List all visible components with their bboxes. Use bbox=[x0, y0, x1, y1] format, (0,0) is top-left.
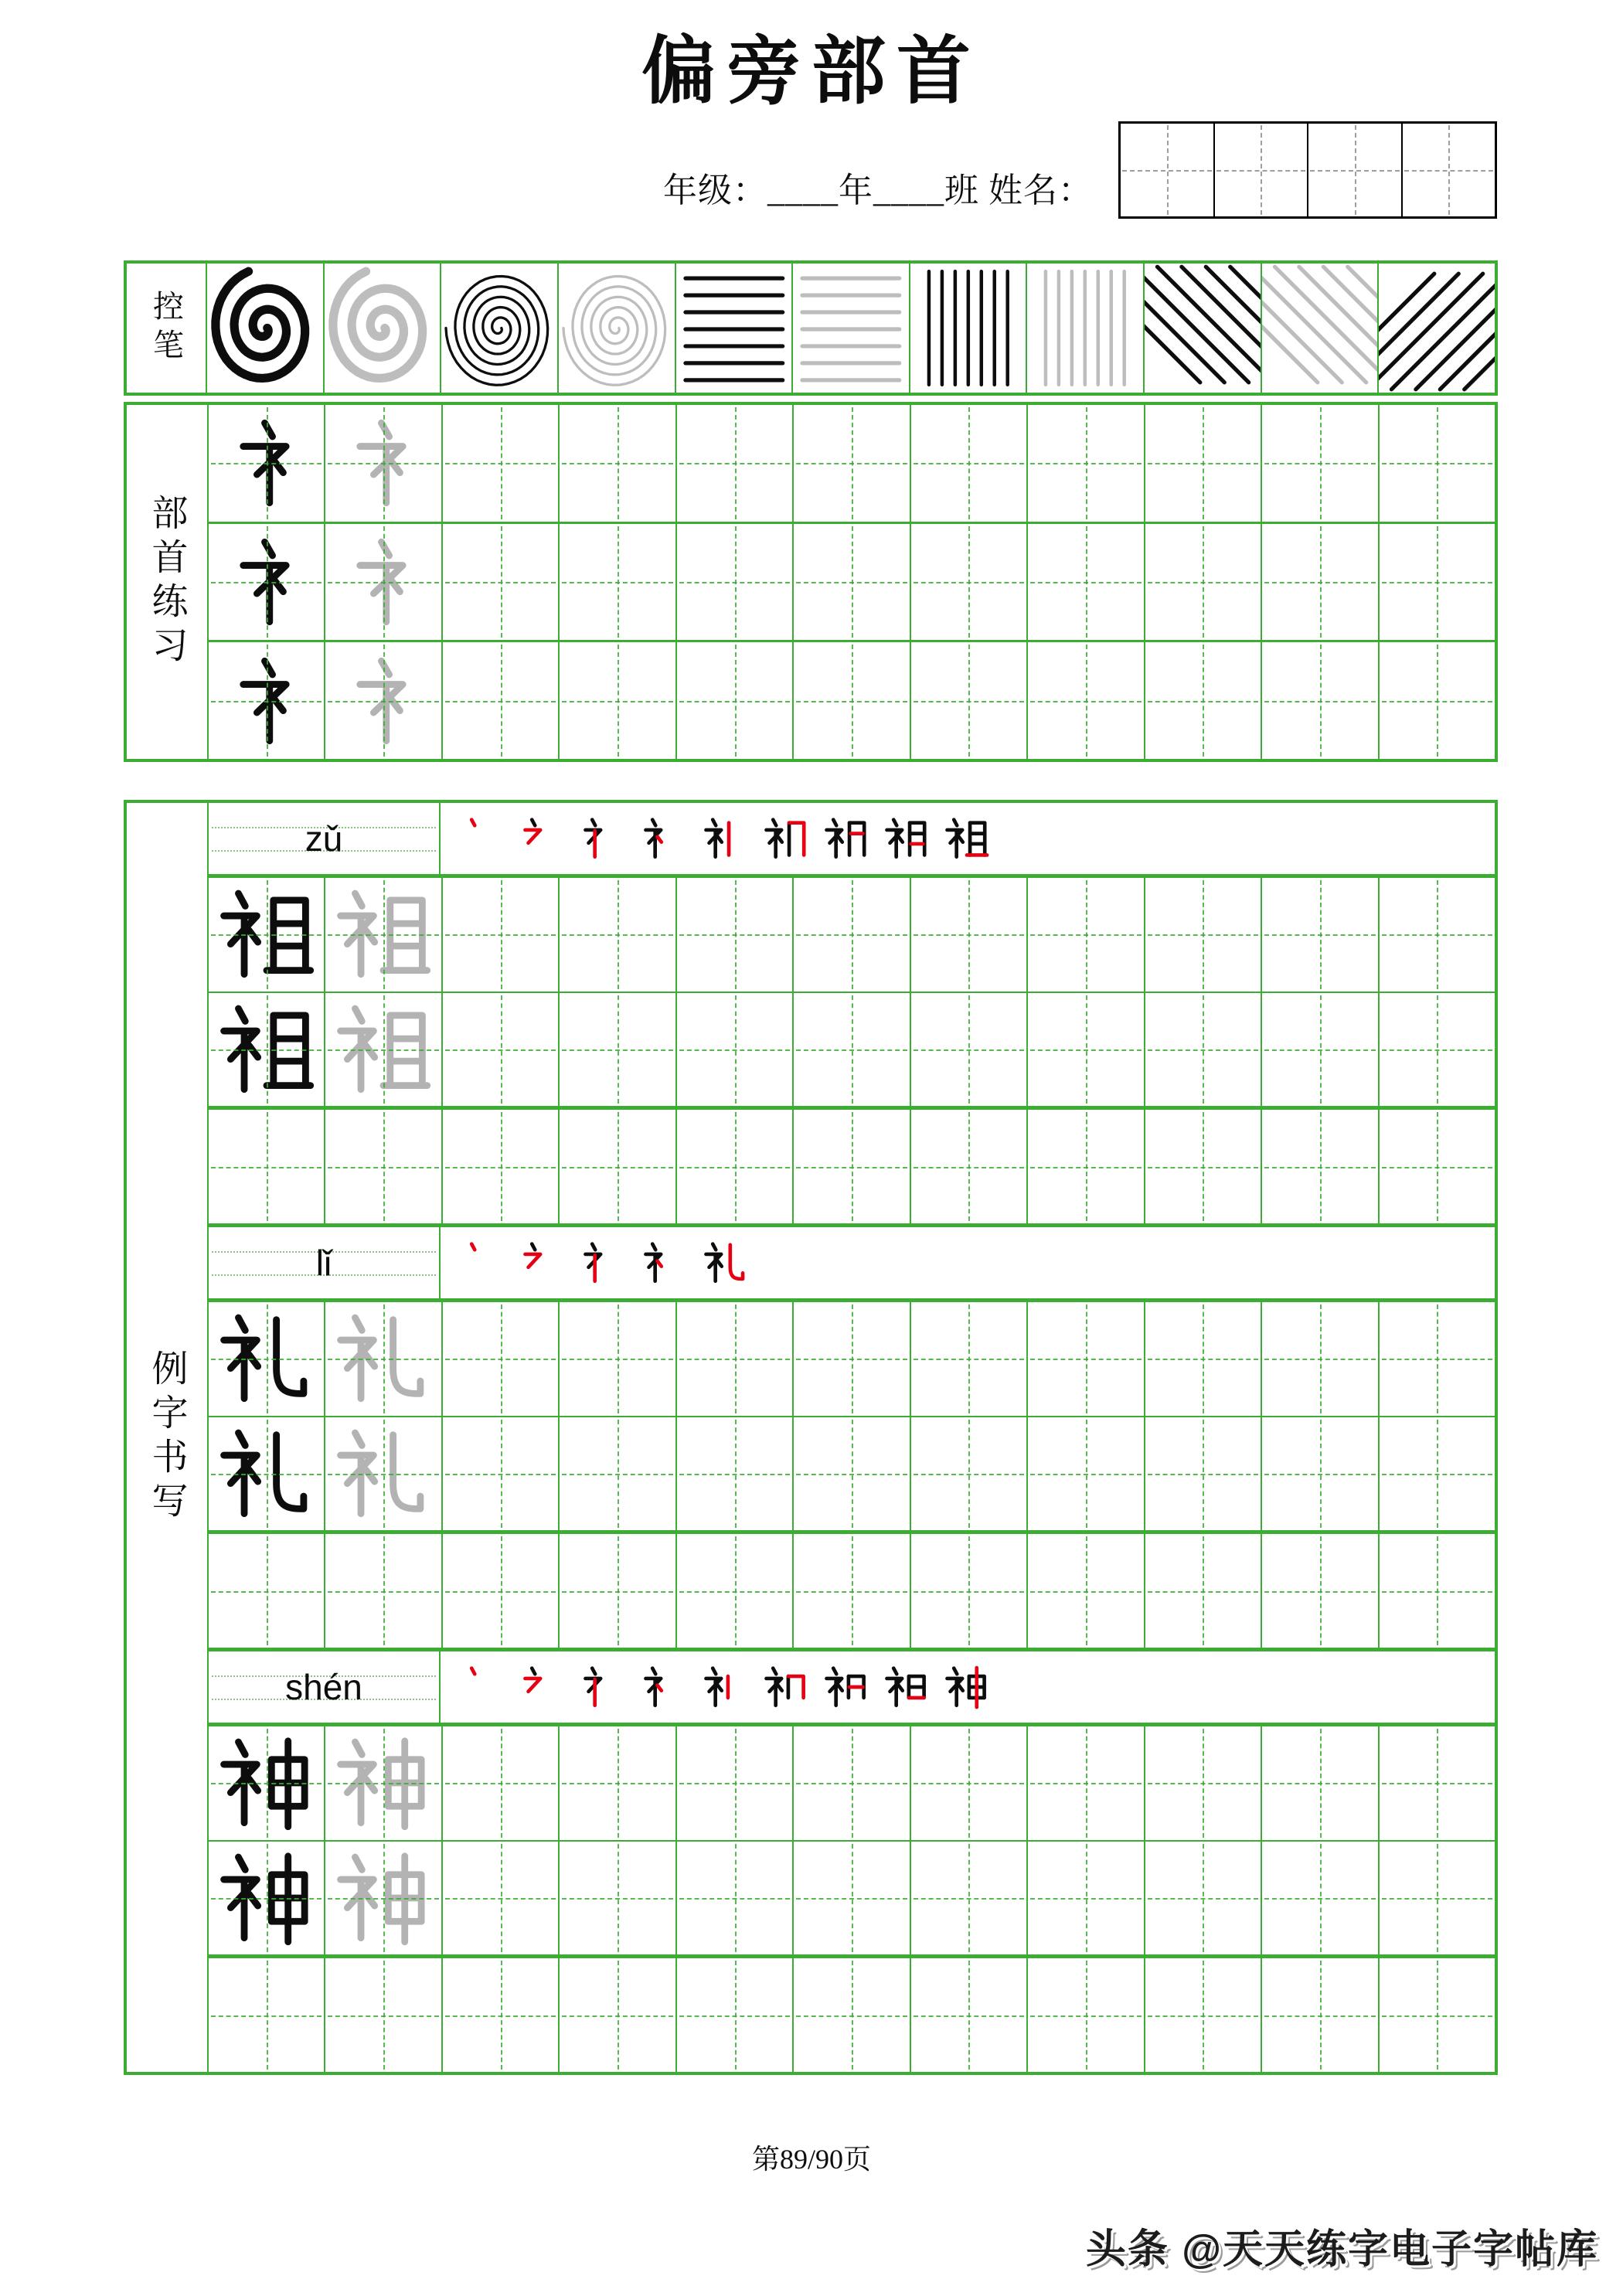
empty-practice-cell bbox=[1028, 1958, 1145, 2072]
empty-practice-cell bbox=[1028, 642, 1145, 759]
model-character-cell bbox=[209, 993, 325, 1107]
character-practice-row bbox=[209, 1842, 1495, 1959]
radical-practice-label: 部首练习 bbox=[127, 405, 209, 759]
character-practice-row bbox=[209, 993, 1495, 1111]
stroke-order-step-9 bbox=[944, 816, 989, 861]
character-glyph-gray bbox=[335, 1425, 432, 1522]
character-glyph-black bbox=[218, 1425, 315, 1522]
empty-practice-cell bbox=[1145, 878, 1262, 992]
empty-practice-cell bbox=[1028, 878, 1145, 992]
empty-practice-cell bbox=[560, 1417, 676, 1531]
character-glyph-gray bbox=[335, 414, 432, 512]
watermark: 头条 @天天练字电子字帖库 bbox=[1085, 2227, 1598, 2272]
empty-practice-cell bbox=[1028, 1417, 1145, 1531]
trace-character-cell bbox=[325, 405, 442, 522]
name-box-cell bbox=[1215, 124, 1309, 216]
empty-practice-cell bbox=[677, 1417, 794, 1531]
radical-practice-row bbox=[209, 524, 1495, 643]
example-writing-label: 例字书写 bbox=[127, 803, 209, 2072]
trace-character-cell bbox=[325, 1302, 442, 1416]
empty-practice-cell bbox=[443, 1958, 560, 2072]
empty-practice-cell bbox=[443, 1534, 560, 1648]
pen-pattern-spiral-thick-black-icon bbox=[207, 264, 325, 393]
empty-practice-cell bbox=[1380, 1534, 1495, 1648]
empty-practice-cell bbox=[443, 993, 560, 1107]
radical-practice-row bbox=[209, 642, 1495, 759]
character-glyph-black bbox=[218, 1734, 315, 1832]
trace-character-cell bbox=[325, 993, 442, 1107]
character-glyph-gray bbox=[335, 1310, 432, 1407]
pen-pattern-vertical-lines-gray-icon bbox=[1027, 264, 1145, 393]
empty-practice-cell bbox=[794, 1110, 910, 1223]
trace-character-cell bbox=[325, 1726, 442, 1840]
empty-practice-cell bbox=[443, 405, 560, 522]
pen-pattern-spiral-thin-black-icon bbox=[441, 264, 559, 393]
pinyin-text: shén bbox=[285, 1667, 362, 1708]
model-character-cell bbox=[209, 1726, 325, 1840]
character-glyph-gray bbox=[335, 1734, 432, 1832]
empty-practice-cell bbox=[1145, 1958, 1262, 2072]
pen-control-row bbox=[124, 260, 1498, 396]
empty-practice-cell bbox=[560, 642, 676, 759]
blank-practice-row bbox=[209, 1958, 1495, 2072]
empty-practice-cell bbox=[1028, 993, 1145, 1107]
empty-practice-cell bbox=[560, 1958, 676, 2072]
empty-practice-cell bbox=[1145, 1534, 1262, 1648]
empty-practice-cell bbox=[1145, 1110, 1262, 1223]
stroke-order-step-8 bbox=[884, 816, 929, 861]
empty-practice-cell bbox=[1262, 1726, 1379, 1840]
model-character-cell bbox=[209, 524, 325, 641]
stroke-order-step-9 bbox=[944, 1665, 989, 1709]
empty-practice-cell bbox=[1262, 405, 1379, 522]
radical-practice-row bbox=[209, 405, 1495, 524]
empty-practice-cell bbox=[794, 1417, 910, 1531]
pen-pattern-horizontal-lines-gray-icon bbox=[793, 264, 910, 393]
empty-practice-cell bbox=[443, 1302, 560, 1416]
model-character-cell bbox=[209, 405, 325, 522]
empty-practice-cell bbox=[560, 1302, 676, 1416]
stroke-order-step-4 bbox=[643, 1665, 688, 1709]
page-number: 第89/90页 bbox=[751, 2144, 871, 2175]
pinyin-cell bbox=[209, 1227, 441, 1298]
empty-practice-cell bbox=[1145, 1842, 1262, 1955]
stroke-order-step-7 bbox=[824, 1665, 869, 1709]
trace-character-cell bbox=[325, 878, 442, 992]
empty-practice-cell bbox=[560, 1726, 676, 1840]
character-glyph-black bbox=[218, 652, 315, 750]
pinyin-text: zǔ bbox=[305, 818, 343, 859]
empty-practice-cell bbox=[1262, 1302, 1379, 1416]
pinyin-stroke-order-row bbox=[209, 1651, 1495, 1726]
empty-practice-cell bbox=[1145, 642, 1262, 759]
radical-practice-grid bbox=[209, 405, 1495, 759]
empty-practice-cell bbox=[794, 1842, 910, 1955]
name-grid-box bbox=[1118, 121, 1497, 219]
empty-practice-cell bbox=[794, 993, 910, 1107]
example-writing-section bbox=[124, 800, 1498, 2075]
character-glyph-black bbox=[218, 886, 315, 983]
empty-practice-cell bbox=[1262, 993, 1379, 1107]
empty-practice-cell bbox=[677, 524, 794, 641]
stroke-order-step-3 bbox=[583, 1665, 628, 1709]
stroke-order-step-3 bbox=[583, 816, 628, 861]
stroke-order-step-2 bbox=[522, 1665, 567, 1709]
character-practice-row bbox=[209, 1417, 1495, 1535]
pen-pattern-diagonal-down-gray-icon bbox=[1262, 264, 1380, 393]
character-practice-row bbox=[209, 1302, 1495, 1417]
empty-practice-cell bbox=[794, 1958, 910, 2072]
empty-practice-cell bbox=[443, 1110, 560, 1223]
empty-practice-cell bbox=[1028, 524, 1145, 641]
empty-practice-cell bbox=[1145, 993, 1262, 1107]
grade-class-name-line: 年级：____年____班 姓名： bbox=[663, 172, 1093, 209]
empty-practice-cell bbox=[325, 1534, 442, 1648]
empty-practice-cell bbox=[1262, 1110, 1379, 1223]
stroke-order-step-5 bbox=[703, 816, 748, 861]
empty-practice-cell bbox=[1380, 1302, 1495, 1416]
trace-character-cell bbox=[325, 1417, 442, 1531]
empty-practice-cell bbox=[1028, 1534, 1145, 1648]
character-practice-row bbox=[209, 1726, 1495, 1842]
stroke-order-step-4 bbox=[643, 1240, 688, 1285]
character-glyph-gray bbox=[335, 1849, 432, 1947]
model-character-cell bbox=[209, 878, 325, 992]
empty-practice-cell bbox=[560, 524, 676, 641]
character-glyph-black bbox=[218, 1310, 315, 1407]
character-glyph-black bbox=[218, 414, 315, 512]
radical-practice-section bbox=[124, 402, 1498, 762]
stroke-order-step-8 bbox=[884, 1665, 929, 1709]
empty-practice-cell bbox=[677, 1110, 794, 1223]
empty-practice-cell bbox=[1380, 405, 1495, 522]
empty-practice-cell bbox=[911, 993, 1028, 1107]
empty-practice-cell bbox=[443, 878, 560, 992]
empty-practice-cell bbox=[1380, 524, 1495, 641]
empty-practice-cell bbox=[1028, 1726, 1145, 1840]
pinyin-stroke-order-row bbox=[209, 803, 1495, 878]
stroke-order-sequence bbox=[441, 1651, 1495, 1723]
pinyin-cell bbox=[209, 1651, 441, 1723]
empty-practice-cell bbox=[911, 405, 1028, 522]
empty-practice-cell bbox=[911, 1302, 1028, 1416]
blank-practice-row bbox=[209, 1534, 1495, 1651]
empty-practice-cell bbox=[443, 1842, 560, 1955]
empty-practice-cell bbox=[794, 878, 910, 992]
stroke-order-sequence bbox=[441, 1227, 1495, 1298]
empty-practice-cell bbox=[677, 405, 794, 522]
empty-practice-cell bbox=[677, 642, 794, 759]
stroke-order-step-2 bbox=[522, 1240, 567, 1285]
empty-practice-cell bbox=[1262, 642, 1379, 759]
model-character-cell bbox=[209, 642, 325, 759]
empty-practice-cell bbox=[560, 1110, 676, 1223]
stroke-order-sequence bbox=[441, 803, 1495, 874]
empty-practice-cell bbox=[1262, 1417, 1379, 1531]
empty-practice-cell bbox=[677, 878, 794, 992]
empty-practice-cell bbox=[560, 1842, 676, 1955]
stroke-order-step-5 bbox=[703, 1240, 748, 1285]
empty-practice-cell bbox=[911, 1958, 1028, 2072]
empty-practice-cell bbox=[794, 1534, 910, 1648]
character-glyph-gray bbox=[335, 886, 432, 983]
trace-character-cell bbox=[325, 524, 442, 641]
empty-practice-cell bbox=[794, 1726, 910, 1840]
empty-practice-cell bbox=[677, 1726, 794, 1840]
pen-pattern-horizontal-lines-black-icon bbox=[676, 264, 794, 393]
empty-practice-cell bbox=[209, 1110, 325, 1223]
character-glyph-black bbox=[218, 1849, 315, 1947]
pen-control-patterns bbox=[207, 264, 1495, 393]
pen-pattern-diagonal-up-black-icon bbox=[1379, 264, 1495, 393]
name-box-cell bbox=[1121, 124, 1215, 216]
stroke-order-step-1 bbox=[462, 1665, 507, 1709]
empty-practice-cell bbox=[443, 1726, 560, 1840]
empty-practice-cell bbox=[1028, 1842, 1145, 1955]
empty-practice-cell bbox=[1380, 1110, 1495, 1223]
empty-practice-cell bbox=[443, 1417, 560, 1531]
empty-practice-cell bbox=[794, 1302, 910, 1416]
empty-practice-cell bbox=[1145, 1726, 1262, 1840]
page-title: 偏旁部首 bbox=[641, 30, 982, 113]
empty-practice-cell bbox=[911, 1726, 1028, 1840]
pinyin-text: lǐ bbox=[315, 1243, 332, 1284]
stroke-order-step-1 bbox=[462, 816, 507, 861]
empty-practice-cell bbox=[325, 1958, 442, 2072]
model-character-cell bbox=[209, 1842, 325, 1955]
empty-practice-cell bbox=[1262, 878, 1379, 992]
character-glyph-gray bbox=[335, 533, 432, 631]
pinyin-cell bbox=[209, 803, 441, 874]
stroke-order-step-7 bbox=[824, 816, 869, 861]
empty-practice-cell bbox=[794, 642, 910, 759]
empty-practice-cell bbox=[677, 1302, 794, 1416]
blank-practice-row bbox=[209, 1110, 1495, 1227]
stroke-order-step-5 bbox=[703, 1665, 748, 1709]
empty-practice-cell bbox=[560, 993, 676, 1107]
empty-practice-cell bbox=[1262, 1534, 1379, 1648]
name-box-cell bbox=[1403, 124, 1495, 216]
empty-practice-cell bbox=[560, 405, 676, 522]
empty-practice-cell bbox=[209, 1958, 325, 2072]
empty-practice-cell bbox=[677, 1842, 794, 1955]
empty-practice-cell bbox=[677, 1534, 794, 1648]
character-glyph-black bbox=[218, 533, 315, 631]
empty-practice-cell bbox=[911, 642, 1028, 759]
empty-practice-cell bbox=[1262, 1842, 1379, 1955]
empty-practice-cell bbox=[794, 524, 910, 641]
empty-practice-cell bbox=[1380, 1842, 1495, 1955]
empty-practice-cell bbox=[1145, 1302, 1262, 1416]
stroke-order-step-4 bbox=[643, 816, 688, 861]
empty-practice-cell bbox=[560, 1534, 676, 1648]
stroke-order-step-3 bbox=[583, 1240, 628, 1285]
name-box-cell bbox=[1308, 124, 1403, 216]
empty-practice-cell bbox=[560, 878, 676, 992]
empty-practice-cell bbox=[1028, 405, 1145, 522]
pen-pattern-vertical-lines-black-icon bbox=[910, 264, 1028, 393]
empty-practice-cell bbox=[1262, 524, 1379, 641]
empty-practice-cell bbox=[1380, 993, 1495, 1107]
character-glyph-gray bbox=[335, 1001, 432, 1098]
empty-practice-cell bbox=[911, 524, 1028, 641]
character-practice-row bbox=[209, 878, 1495, 993]
empty-practice-cell bbox=[209, 1534, 325, 1648]
empty-practice-cell bbox=[1380, 878, 1495, 992]
empty-practice-cell bbox=[794, 405, 910, 522]
character-glyph-gray bbox=[335, 652, 432, 750]
empty-practice-cell bbox=[677, 993, 794, 1107]
stroke-order-step-6 bbox=[764, 1665, 808, 1709]
empty-practice-cell bbox=[1028, 1302, 1145, 1416]
empty-practice-cell bbox=[911, 1417, 1028, 1531]
empty-practice-cell bbox=[1380, 642, 1495, 759]
empty-practice-cell bbox=[1028, 1110, 1145, 1223]
pen-pattern-spiral-thin-gray-icon bbox=[559, 264, 676, 393]
empty-practice-cell bbox=[443, 642, 560, 759]
example-writing-grid bbox=[209, 803, 1495, 2072]
empty-practice-cell bbox=[1145, 524, 1262, 641]
pen-pattern-diagonal-down-black-icon bbox=[1145, 264, 1262, 393]
empty-practice-cell bbox=[677, 1958, 794, 2072]
empty-practice-cell bbox=[1380, 1958, 1495, 2072]
pinyin-stroke-order-row bbox=[209, 1227, 1495, 1302]
model-character-cell bbox=[209, 1302, 325, 1416]
empty-practice-cell bbox=[443, 524, 560, 641]
pen-pattern-spiral-thick-gray-icon bbox=[325, 264, 442, 393]
empty-practice-cell bbox=[1380, 1417, 1495, 1531]
pen-control-label: 控笔 bbox=[127, 264, 207, 393]
stroke-order-step-2 bbox=[522, 816, 567, 861]
stroke-order-step-6 bbox=[764, 816, 808, 861]
empty-practice-cell bbox=[1145, 1417, 1262, 1531]
trace-character-cell bbox=[325, 642, 442, 759]
empty-practice-cell bbox=[911, 1534, 1028, 1648]
empty-practice-cell bbox=[911, 1110, 1028, 1223]
empty-practice-cell bbox=[1380, 1726, 1495, 1840]
trace-character-cell bbox=[325, 1842, 442, 1955]
empty-practice-cell bbox=[911, 1842, 1028, 1955]
stroke-order-step-1 bbox=[462, 1240, 507, 1285]
character-glyph-black bbox=[218, 1001, 315, 1098]
model-character-cell bbox=[209, 1417, 325, 1531]
empty-practice-cell bbox=[911, 878, 1028, 992]
empty-practice-cell bbox=[325, 1110, 442, 1223]
empty-practice-cell bbox=[1145, 405, 1262, 522]
empty-practice-cell bbox=[1262, 1958, 1379, 2072]
